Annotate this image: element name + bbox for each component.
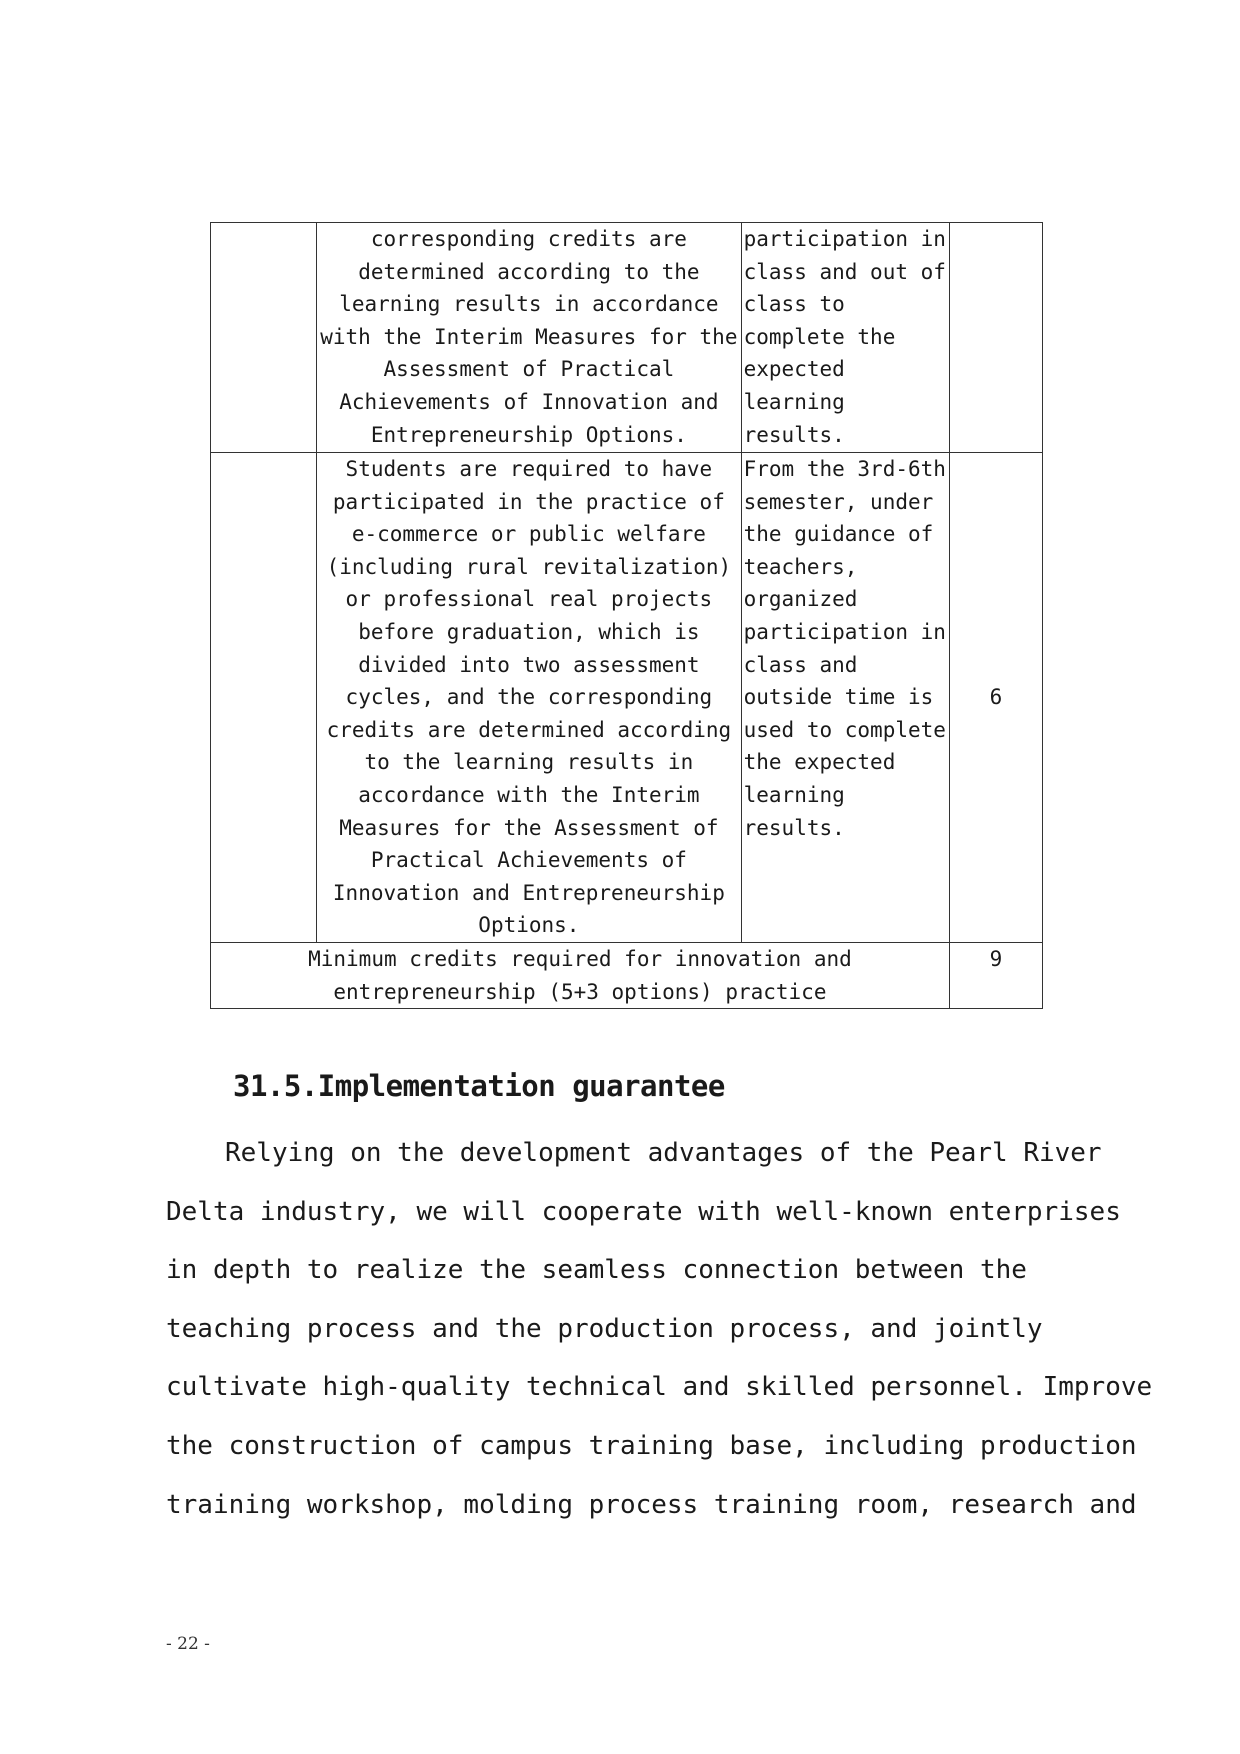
- line: organized: [743, 587, 858, 612]
- line: Minimum credits required for innovation and: [308, 947, 852, 971]
- method-cell: [741, 453, 949, 943]
- paragraph-line: in depth to realize the seamless connection between the: [166, 1255, 1027, 1286]
- line: credits are determined according: [326, 717, 732, 742]
- line: class to: [743, 292, 845, 317]
- paragraph-line: Delta industry, we will cooperate with well-known enterprises: [166, 1196, 1121, 1227]
- line: Assessment of Practical: [383, 357, 675, 382]
- line: participated in the practice of: [332, 489, 725, 514]
- credits-cell: 6: [949, 453, 1042, 943]
- line: Achievements of Innovation and: [339, 389, 719, 414]
- line: before graduation, which is: [358, 619, 700, 644]
- line: e-commerce or public welfare: [351, 522, 706, 547]
- section-paragraph: [166, 1124, 1153, 1534]
- line: entrepreneurship (5+3 options) practice: [333, 979, 827, 1004]
- line: From the 3rd-6th: [743, 457, 946, 481]
- line: the guidance of: [743, 522, 934, 547]
- page-number: - 22 -: [166, 1634, 210, 1654]
- summary-label-cell: [211, 943, 950, 1009]
- line: complete the: [743, 324, 896, 349]
- line: expected: [743, 357, 845, 382]
- line: learning: [743, 389, 845, 414]
- line: results.: [743, 422, 845, 447]
- line: Measures for the Assessment of: [339, 815, 719, 840]
- line: determined according to the: [358, 259, 700, 284]
- line: used to complete: [743, 717, 946, 742]
- description-cell: [317, 453, 742, 943]
- line: Students are required to have: [345, 457, 713, 481]
- line: Options.: [478, 913, 580, 938]
- line: teachers,: [743, 554, 858, 579]
- line: (including rural revitalization): [326, 554, 732, 579]
- line: results.: [743, 815, 845, 840]
- credits-table: [210, 222, 1043, 1009]
- line: participation in: [743, 227, 946, 251]
- paragraph-line: cultivate high-quality technical and skilled personnel. Improve: [166, 1372, 1153, 1403]
- paragraph-line: the construction of campus training base, including production: [166, 1430, 1137, 1461]
- line: to the learning results in: [364, 750, 694, 775]
- credits-cell: [949, 223, 1042, 453]
- table-row: [211, 453, 1043, 943]
- line: divided into two assessment: [358, 652, 700, 677]
- line: or professional real projects: [345, 587, 713, 612]
- paragraph-line: training workshop, molding process training room, research and: [166, 1489, 1137, 1520]
- paragraph-line: teaching process and the production process, and jointly: [166, 1313, 1043, 1344]
- line: semester, under: [743, 489, 934, 514]
- line: outside time is: [743, 685, 934, 710]
- method-cell: [741, 223, 949, 453]
- line: class and: [743, 652, 858, 677]
- table-cell-empty: [211, 453, 317, 943]
- table-cell-empty: [211, 223, 317, 453]
- line: corresponding credits are: [370, 227, 687, 251]
- line: class and out of: [743, 259, 946, 284]
- line: the expected: [743, 750, 896, 775]
- line: cycles, and the corresponding: [345, 685, 713, 710]
- line: Innovation and Entrepreneurship: [332, 880, 725, 905]
- line: learning: [743, 782, 845, 807]
- table-row: [211, 223, 1043, 453]
- line: with the Interim Measures for the: [320, 324, 738, 349]
- line: learning results in accordance: [339, 292, 719, 317]
- line: participation in: [743, 619, 946, 644]
- line: Entrepreneurship Options.: [370, 422, 687, 447]
- line: accordance with the Interim: [358, 782, 700, 807]
- summary-credits-cell: 9: [949, 943, 1042, 1009]
- table-summary-row: [211, 943, 1043, 1009]
- paragraph-line: Relying on the development advantages of the Pearl River: [225, 1138, 1102, 1168]
- section-heading: 31.5.Implementation guarantee: [233, 1069, 725, 1103]
- description-cell: [317, 223, 742, 453]
- line: Practical Achievements of: [370, 848, 687, 873]
